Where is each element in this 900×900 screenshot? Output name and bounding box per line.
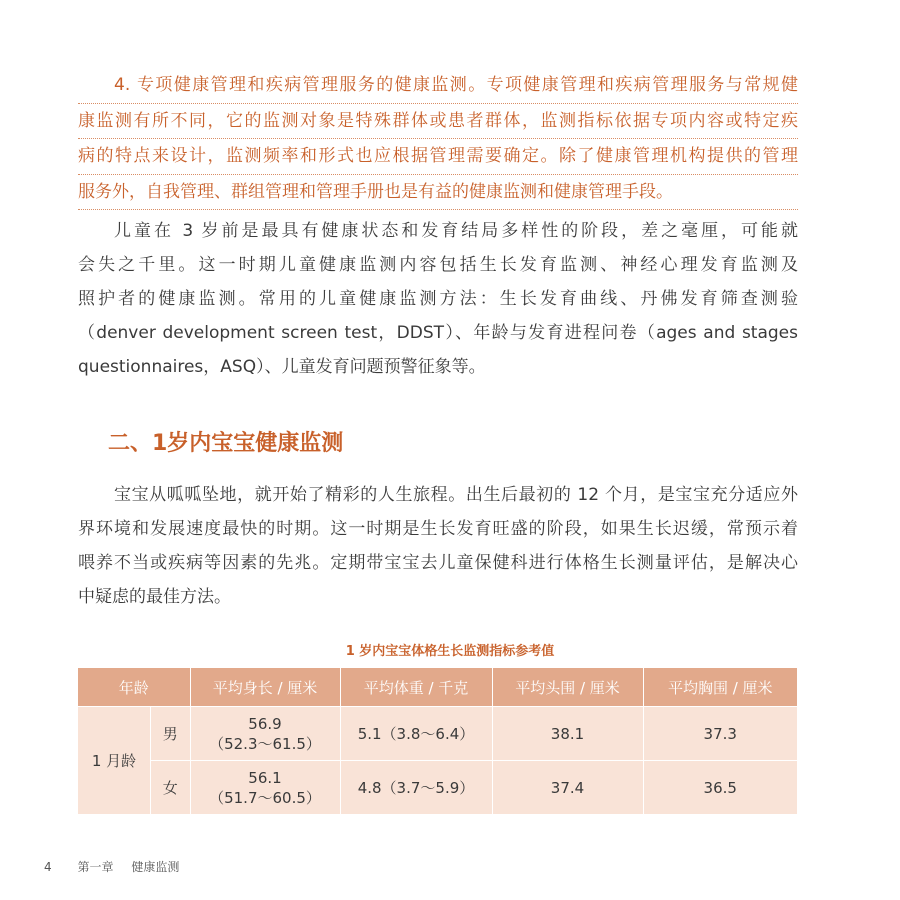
paragraph-infant [78,478,798,614]
paragraph-line: 照护者的健康监测。常用的儿童健康监测方法：生长发育曲线、丹佛发育筛查测验 [78,289,798,309]
growth-reference-table [78,668,797,814]
paragraph-line: 儿童在 3 岁前是最具有健康状态和发育结局多样性的阶段，差之毫厘，可能就 [114,221,798,241]
paragraph-line: （denver development screen test，DDST）、年龄与发育进程问卷（ages and stages [78,323,798,343]
length-range: （52.3～61.5） [209,734,321,753]
sex-male-label: 男 [162,724,178,743]
sex-female-label: 女 [151,760,190,814]
paragraph-line: 宝宝从呱呱坠地，就开始了精彩的人生旅程。出生后最初的 12 个月，是宝宝充分适应外 [114,485,798,505]
paragraph-line: questionnaires，ASQ）、儿童发育问题预警征象等。 [78,357,486,377]
chest-cell: 37.3 [643,707,797,761]
paragraph-line: 会失之千里。这一时期儿童健康监测内容包括生长发育监测、神经心理发育监测及 [78,255,798,275]
length-cell [190,707,340,761]
highlight-line: 康监测有所不同，它的监测对象是特殊群体或患者群体，监测指标依据专项内容或特定疾 [78,104,798,140]
highlight-paragraph [78,68,798,210]
table-row [78,707,797,761]
length-cell [190,761,340,815]
weight-cell: 4.8（3.7～5.9） [340,761,492,815]
highlight-line: 服务外，自我管理、群组管理和管理手册也是有益的健康监测和健康管理手段。 [78,175,798,211]
chapter-title: 健康监测 [131,860,180,874]
age-group-label: 1 月龄 [91,751,137,770]
paragraph-line: 喂养不当或疾病等因素的先兆。定期带宝宝去儿童保健科进行体格生长测量评估，是解决心 [78,553,798,573]
chest-cell: 36.5 [643,761,797,815]
page-number: 4 [44,860,52,874]
highlight-line: 4. 专项健康管理和疾病管理服务的健康监测。专项健康管理和疾病管理服务与常规健 [78,68,798,104]
paragraph-line: 界环境和发展速度最快的时期。这一时期是生长发育旺盛的阶段，如果生长迟缓，常预示着 [78,519,798,539]
length-mean: 56.1 [248,768,282,787]
paragraph-child-monitoring [78,214,798,384]
highlight-line: 病的特点来设计，监测频率和形式也应根据管理需要确定。除了健康管理机构提供的管理 [78,139,798,175]
length-range: （51.7～60.5） [209,788,321,807]
header-age: 年龄 [78,668,190,707]
header-head: 平均头围 / 厘米 [492,668,643,707]
age-group-cell [78,707,190,815]
table-caption: 1 岁内宝宝体格生长监测指标参考值 [345,644,555,659]
paragraph-line: 中疑虑的最佳方法。 [78,587,231,607]
page-footer [44,858,179,875]
table-header-row [78,668,797,707]
header-length: 平均身长 / 厘米 [190,668,340,707]
chapter-label: 第一章 [77,860,114,874]
head-cell: 38.1 [492,707,643,761]
header-weight: 平均体重 / 千克 [340,668,492,707]
length-mean: 56.9 [248,714,282,733]
head-cell: 37.4 [492,761,643,815]
header-chest: 平均胸围 / 厘米 [643,668,797,707]
weight-cell: 5.1（3.8～6.4） [340,707,492,761]
section-title: 二、1岁内宝宝健康监测 [108,431,344,456]
